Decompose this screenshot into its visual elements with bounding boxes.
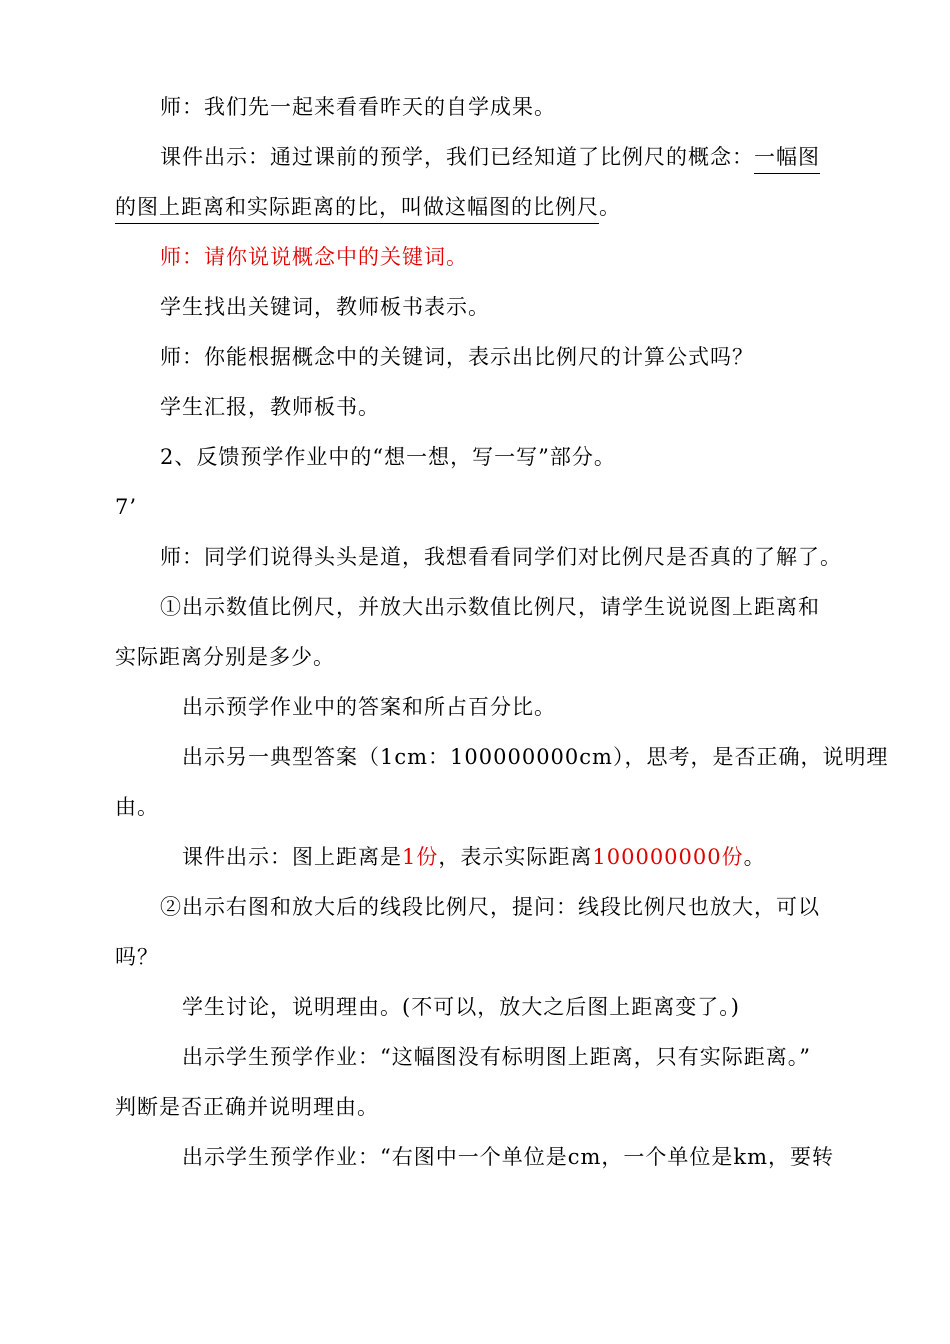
text-line: 。 <box>599 195 621 219</box>
paragraph-show-answers <box>182 692 556 722</box>
text-line: 判断是否正确并说明理由。 <box>115 1095 379 1119</box>
text-line: 7’ <box>115 495 138 519</box>
paragraph-numeric-scale-continued <box>115 642 335 672</box>
paragraph-students-discuss <box>182 992 740 1022</box>
paragraph-students-keywords <box>160 292 490 322</box>
paragraph-numeric-scale <box>160 592 820 622</box>
paragraph-teacher-check <box>160 542 842 572</box>
underlined-definition: 的图上距离和实际距离的比，叫做这幅图的比例尺 <box>115 195 599 224</box>
underlined-definition: 一幅图 <box>754 145 820 174</box>
text-line: 2、反馈预学作业中的“想一想，写一写”部分。 <box>160 445 616 469</box>
text-line: 实际距离分别是多少。 <box>115 645 335 669</box>
paragraph-definition-continued <box>115 192 621 222</box>
text-line: 出示另一典型答案（1cm：100000000cm），思考，是否正确，说明理 <box>182 745 889 769</box>
paragraph-line-scale <box>160 892 820 922</box>
section-heading-feedback <box>160 442 616 472</box>
text-line: 出示学生预学作业：“这幅图没有标明图上距离，只有实际距离。” <box>182 1045 811 1069</box>
highlighted-text: 1份 <box>402 845 439 869</box>
text-line: 出示学生预学作业：“右图中一个单位是cm，一个单位是km，要转 <box>182 1145 835 1169</box>
text-line: 师：你能根据概念中的关键词，表示出比例尺的计算公式吗？ <box>160 345 754 369</box>
text-line: 师：我们先一起来看看昨天的自学成果。 <box>160 95 556 119</box>
paragraph-students-report <box>160 392 380 422</box>
paragraph-courseware-concept <box>160 142 820 172</box>
text-line: 学生找出关键词，教师板书表示。 <box>160 295 490 319</box>
paragraph-keywords-question <box>160 242 468 272</box>
text-line: 课件出示：通过课前的预学，我们已经知道了比例尺的概念： <box>160 145 754 169</box>
text-line: 学生讨论，说明理由。(不可以，放大之后图上距离变了。) <box>182 995 740 1019</box>
text-line: 吗？ <box>115 945 159 969</box>
paragraph-student-homework-2 <box>182 1142 834 1172</box>
text-line: 由。 <box>115 795 159 819</box>
text-line: 学生汇报，教师板书。 <box>160 395 380 419</box>
paragraph-student-homework-1 <box>182 1042 811 1072</box>
text-line: 课件出示：图上距离是 <box>182 845 402 869</box>
paragraph-courseware-distance <box>182 842 766 872</box>
paragraph-student-homework-1-continued <box>115 1092 379 1122</box>
paragraph-typical-answer-continued <box>115 792 159 822</box>
paragraph-line-scale-continued <box>115 942 159 972</box>
text-line: 师：同学们说得头头是道，我想看看同学们对比例尺是否真的了解了。 <box>160 545 842 569</box>
paragraph-teacher-review <box>160 92 556 122</box>
text-line: 出示预学作业中的答案和所占百分比。 <box>182 695 556 719</box>
paragraph-typical-answer <box>182 742 888 772</box>
highlighted-text: 师：请你说说概念中的关键词。 <box>160 245 468 269</box>
text-line: ②出示右图和放大后的线段比例尺，提问：线段比例尺也放大，可以 <box>160 895 820 919</box>
highlighted-text: 100000000份 <box>592 845 744 869</box>
text-line: ，表示实际距离 <box>438 845 593 869</box>
time-marker <box>115 492 137 522</box>
text-line: ①出示数值比例尺，并放大出示数值比例尺，请学生说说图上距离和 <box>160 595 820 619</box>
paragraph-formula-question <box>160 342 754 372</box>
text-line: 。 <box>743 845 766 869</box>
